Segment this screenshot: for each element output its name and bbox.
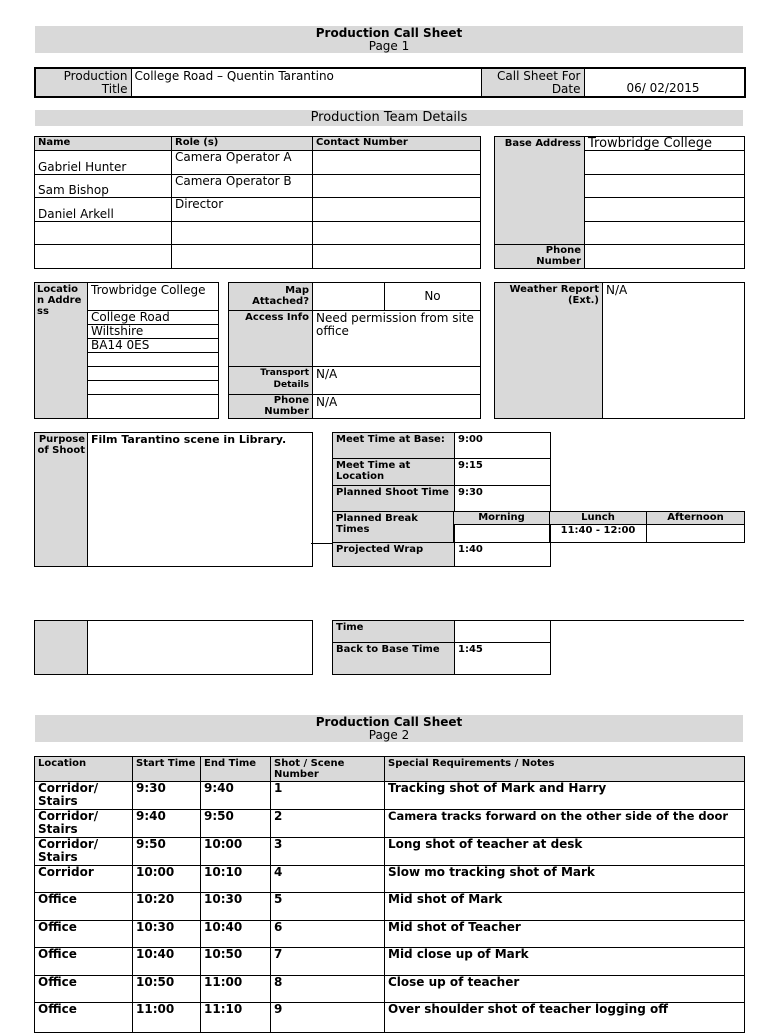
base-phone-value <box>585 245 745 269</box>
map-attached-value: No <box>385 283 481 311</box>
location-line: Trowbridge College <box>88 283 219 311</box>
table-row <box>35 810 745 838</box>
table-row <box>35 948 745 976</box>
schedule-start: 9:50 <box>133 838 201 866</box>
team-row <box>35 245 481 269</box>
transport-label: Transport Details <box>229 367 313 395</box>
base-address-value: Trowbridge College <box>585 137 745 151</box>
schedule-shot: 3 <box>271 838 385 866</box>
team-member-role <box>172 245 313 269</box>
call-sheet-date-value: 06/ 02/2015 <box>584 68 745 97</box>
schedule-end: 11:00 <box>201 976 271 1003</box>
base-address-line <box>585 222 745 245</box>
production-title-table <box>34 67 746 98</box>
page2-title-bar <box>35 715 743 742</box>
schedule-notes: Long shot of teacher at desk <box>385 838 745 866</box>
meet-base-label: Meet Time at Base: <box>333 433 455 459</box>
schedule-notes: Slow mo tracking shot of Mark <box>385 866 745 893</box>
break-times-table <box>453 511 745 543</box>
map-attached-label: Map Attached? <box>229 283 313 311</box>
times-table <box>332 432 551 567</box>
return-label-cell <box>35 621 88 675</box>
schedule-notes: Close up of teacher <box>385 976 745 1003</box>
production-title-label: Production Title <box>35 68 131 97</box>
location-line <box>88 353 219 367</box>
team-member-role <box>172 222 313 245</box>
break-afternoon-value <box>647 525 745 543</box>
schedule-end: 11:10 <box>201 1003 271 1033</box>
map-attached-spacer <box>313 283 385 311</box>
return-top-line <box>549 620 744 621</box>
team-member-role: Camera Operator A <box>172 151 313 175</box>
table-row <box>35 1003 745 1033</box>
base-address-line <box>585 198 745 222</box>
weather-table <box>494 282 745 419</box>
return-time-label: Time <box>333 621 455 643</box>
schedule-start: 10:40 <box>133 948 201 976</box>
wrap-value: 1:40 <box>455 543 551 567</box>
schedule-end: 10:00 <box>201 838 271 866</box>
location-phone-value: N/A <box>313 395 481 419</box>
break-morning-label: Morning <box>454 512 550 525</box>
schedule-notes: Mid shot of Mark <box>385 893 745 921</box>
schedule-notes: Tracking shot of Mark and Harry <box>385 782 745 810</box>
return-times-table <box>332 620 551 675</box>
table-row <box>35 838 745 866</box>
team-row <box>35 198 481 222</box>
base-address-line <box>585 151 745 175</box>
team-row <box>35 222 481 245</box>
access-info-value: Need permission from site office <box>313 311 481 367</box>
schedule-shot: 6 <box>271 921 385 948</box>
access-table <box>228 282 481 419</box>
schedule-end: 10:50 <box>201 948 271 976</box>
location-line <box>88 381 219 395</box>
team-col-contact: Contact Number <box>313 137 481 151</box>
team-member-name <box>35 245 172 269</box>
table-row <box>35 976 745 1003</box>
schedule-col-end: End Time <box>201 757 271 782</box>
break-afternoon-label: Afternoon <box>647 512 745 525</box>
schedule-notes: Camera tracks forward on the other side of the door <box>385 810 745 838</box>
meet-base-value: 9:00 <box>455 433 551 459</box>
schedule-notes: Mid close up of Mark <box>385 948 745 976</box>
team-table <box>34 136 481 269</box>
schedule-location: Corridor/ Stairs <box>35 838 133 866</box>
schedule-location: Office <box>35 976 133 1003</box>
table-row <box>35 921 745 948</box>
schedule-location: Office <box>35 1003 133 1033</box>
schedule-end: 10:40 <box>201 921 271 948</box>
wrap-label: Projected Wrap <box>333 543 455 567</box>
team-member-contact <box>313 245 481 269</box>
schedule-shot: 9 <box>271 1003 385 1033</box>
table-row <box>35 893 745 921</box>
team-member-role: Camera Operator B <box>172 175 313 198</box>
team-row <box>35 151 481 175</box>
page1-title-bar <box>35 26 743 53</box>
page2-page-label: Page 2 <box>368 728 410 742</box>
back-to-base-label: Back to Base Time <box>333 643 455 675</box>
team-member-name: Sam Bishop <box>35 175 172 198</box>
schedule-header-row <box>35 757 745 782</box>
production-title-value: College Road – Quentin Tarantino <box>131 68 481 97</box>
page1-title: Production Call Sheet <box>315 26 463 40</box>
schedule-col-shot: Shot / Scene Number <box>271 757 385 782</box>
schedule-shot: 1 <box>271 782 385 810</box>
team-section-title: Production Team Details <box>35 110 743 126</box>
call-sheet-date-label: Call Sheet For Date <box>481 68 584 97</box>
schedule-shot: 5 <box>271 893 385 921</box>
break-label: Planned Break Times <box>333 512 455 543</box>
schedule-start: 10:50 <box>133 976 201 1003</box>
location-line: College Road <box>88 311 219 325</box>
schedule-shot: 4 <box>271 866 385 893</box>
purpose-connector <box>311 543 332 544</box>
team-member-role: Director <box>172 198 313 222</box>
schedule-location: Office <box>35 893 133 921</box>
base-phone-label: Phone Number <box>495 245 585 269</box>
base-address-table <box>494 136 745 269</box>
purpose-table <box>34 432 313 567</box>
base-address-line <box>585 175 745 198</box>
schedule-shot: 2 <box>271 810 385 838</box>
location-line <box>88 367 219 381</box>
schedule-shot: 7 <box>271 948 385 976</box>
schedule-start: 10:00 <box>133 866 201 893</box>
break-lunch-label: Lunch <box>550 512 647 525</box>
schedule-start: 10:30 <box>133 921 201 948</box>
team-member-contact <box>313 175 481 198</box>
team-row <box>35 175 481 198</box>
purpose-label: Purpose of Shoot <box>35 433 88 567</box>
location-line: BA14 0ES <box>88 339 219 353</box>
schedule-start: 9:30 <box>133 782 201 810</box>
schedule-end: 9:40 <box>201 782 271 810</box>
meet-location-value: 9:15 <box>455 459 551 486</box>
schedule-col-start: Start Time <box>133 757 201 782</box>
page1-page-label: Page 1 <box>368 39 410 53</box>
schedule-location: Office <box>35 921 133 948</box>
meet-location-label: Meet Time at Location <box>333 459 455 486</box>
return-time-value <box>455 621 551 643</box>
schedule-end: 10:10 <box>201 866 271 893</box>
access-info-label: Access Info <box>229 311 313 367</box>
team-member-contact <box>313 198 481 222</box>
return-value-cell <box>88 621 313 675</box>
schedule-location: Office <box>35 948 133 976</box>
schedule-notes: Mid shot of Teacher <box>385 921 745 948</box>
transport-value: N/A <box>313 367 481 395</box>
schedule-col-location: Location <box>35 757 133 782</box>
page2-title: Production Call Sheet <box>315 715 463 729</box>
back-to-base-value: 1:45 <box>455 643 551 675</box>
team-member-name <box>35 222 172 245</box>
table-row <box>35 782 745 810</box>
schedule-start: 11:00 <box>133 1003 201 1033</box>
planned-shoot-value: 9:30 <box>455 486 551 512</box>
schedule-col-notes: Special Requirements / Notes <box>385 757 745 782</box>
purpose-value: Film Tarantino scene in Library. <box>88 433 313 567</box>
team-member-contact <box>313 151 481 175</box>
schedule-notes: Over shoulder shot of teacher logging off <box>385 1003 745 1033</box>
schedule-end: 9:50 <box>201 810 271 838</box>
schedule-location: Corridor/ Stairs <box>35 782 133 810</box>
return-left-table <box>34 620 313 675</box>
team-col-role: Role (s) <box>172 137 313 151</box>
base-address-label: Base Address <box>495 137 585 245</box>
schedule-table <box>34 756 745 1033</box>
weather-value: N/A <box>603 283 745 419</box>
schedule-start: 9:40 <box>133 810 201 838</box>
team-col-name: Name <box>35 137 172 151</box>
schedule-location: Corridor/ Stairs <box>35 810 133 838</box>
location-table <box>34 282 219 419</box>
schedule-shot: 8 <box>271 976 385 1003</box>
team-member-contact <box>313 222 481 245</box>
planned-shoot-label: Planned Shoot Time <box>333 486 455 512</box>
location-phone-label: Phone Number <box>229 395 313 419</box>
table-row <box>35 866 745 893</box>
team-member-name: Gabriel Hunter <box>35 151 172 175</box>
location-label: Location Address <box>35 283 88 419</box>
location-line: Wiltshire <box>88 325 219 339</box>
schedule-start: 10:20 <box>133 893 201 921</box>
location-line <box>88 395 219 419</box>
break-lunch-value: 11:40 - 12:00 <box>550 525 647 543</box>
schedule-location: Corridor <box>35 866 133 893</box>
break-morning-value <box>454 525 550 543</box>
schedule-end: 10:30 <box>201 893 271 921</box>
weather-label: Weather Report (Ext.) <box>495 283 603 419</box>
team-member-name: Daniel Arkell <box>35 198 172 222</box>
